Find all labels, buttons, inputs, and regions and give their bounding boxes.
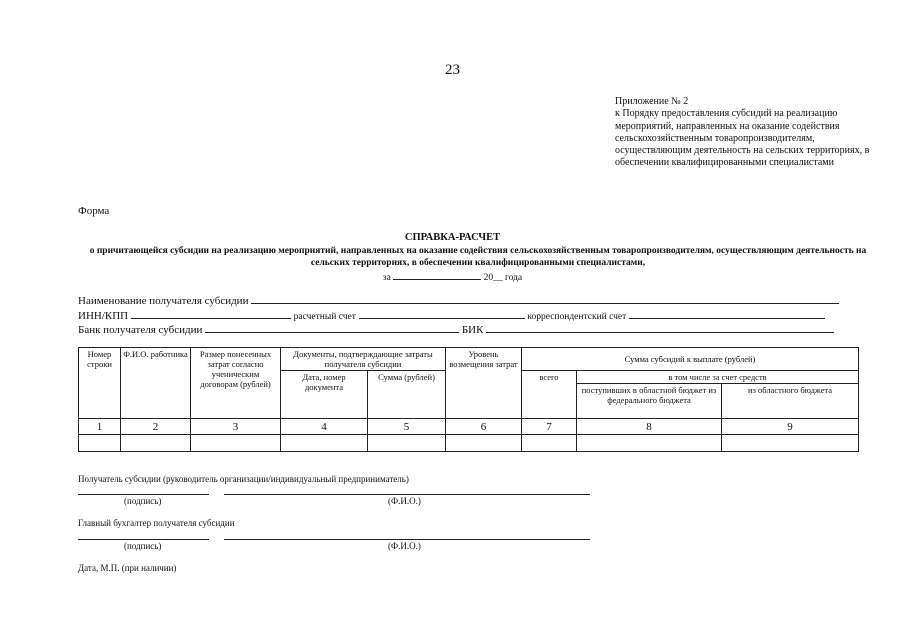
column-number: 1 [79, 419, 121, 435]
account-field[interactable] [359, 309, 525, 319]
column-number: 7 [522, 419, 577, 435]
page-number: 23 [445, 62, 460, 78]
recipient-signature-caption: (подпись) [124, 496, 162, 506]
appendix-block [615, 96, 875, 170]
bik-field[interactable] [486, 323, 834, 333]
recipient-name-caption: (Ф.И.О.) [388, 496, 421, 506]
table-cell[interactable] [577, 435, 722, 452]
document-title: СПРАВКА-РАСЧЕТ [404, 232, 501, 243]
table-row [79, 435, 859, 452]
table-cell[interactable] [121, 435, 191, 452]
inn-kpp-field[interactable] [131, 309, 291, 319]
document-subtitle: о причитающейся субсидии на реализацию мероприятий, направленных на оказание содействия сельскохозяйственным товаропроизводителям, осуществляющим деятельность на сельских территориях, в обеспечении квалифицированными специалистами, [89, 246, 867, 268]
column-number: 4 [281, 419, 368, 435]
bank-field[interactable] [205, 323, 459, 333]
column-numbers-row [79, 419, 859, 435]
table-cell[interactable] [722, 435, 859, 452]
table-cell[interactable] [522, 435, 577, 452]
appendix-title: Приложение № 2 [615, 96, 689, 107]
recipient-signature-label: Получатель субсидии (руководитель организации/индивидуальный предприниматель) [78, 474, 409, 484]
column-number: 6 [446, 419, 522, 435]
column-number: 5 [368, 419, 446, 435]
date-stamp-label: Дата, М.П. (при наличии) [78, 563, 177, 573]
table-cell[interactable] [79, 435, 121, 452]
accountant-name-caption: (Ф.И.О.) [388, 541, 421, 551]
inn-line [78, 309, 825, 322]
header-expense: Размер понесенных затрат согласно ученическим договорам (рублей) [191, 348, 281, 419]
subsidy-table [78, 347, 859, 452]
table-cell[interactable] [191, 435, 281, 452]
header-including: в том числе за счет средств [577, 371, 859, 384]
header-regional: из областного бюджета [722, 384, 859, 419]
corr-account-field[interactable] [629, 309, 825, 319]
header-subsidy-sum: Сумма субсидий к выплате (рублей) [522, 348, 859, 371]
recipient-name-line-sign[interactable] [224, 494, 590, 495]
accountant-signature-line[interactable] [78, 539, 209, 540]
accountant-signature-label: Главный бухгалтер получателя субсидии [78, 518, 235, 528]
period-year: 20__ года [483, 273, 523, 283]
table-cell[interactable] [281, 435, 368, 452]
bank-label: Банк получателя субсидии [78, 324, 203, 336]
recipient-name-field[interactable] [251, 294, 839, 304]
bik-label: БИК [461, 324, 484, 336]
bank-line [78, 323, 834, 336]
recipient-signature-line[interactable] [78, 494, 209, 495]
account-label: расчетный счет [293, 312, 356, 322]
period-blank[interactable] [393, 270, 481, 280]
header-federal: поступивших в областной бюджет из федерального бюджета [577, 384, 722, 419]
recipient-name-line [78, 294, 839, 307]
header-row-number: Номер строки [79, 348, 121, 419]
appendix-text: к Порядку предоставления субсидий на реализацию мероприятий, направленных на оказание содействия сельскохозяйственным товаропроизводителям, осуществляющим деятельность на сельских территориях, в обеспечении квалифицированными специалистами [615, 108, 870, 169]
header-reimbursement: Уровень возмещения затрат [446, 348, 522, 419]
column-number: 9 [722, 419, 859, 435]
table-cell[interactable] [446, 435, 522, 452]
recipient-name-label: Наименование получателя субсидии [78, 295, 249, 307]
period-prefix: за [382, 273, 391, 283]
header-documents: Документы, подтверждающие затраты получателя субсидии [281, 348, 446, 371]
header-worker-name: Ф.И.О. работника [121, 348, 191, 419]
table-cell[interactable] [368, 435, 446, 452]
column-number: 2 [121, 419, 191, 435]
header-total: всего [522, 371, 577, 419]
form-label: Форма [78, 205, 110, 217]
accountant-signature-caption: (подпись) [124, 541, 162, 551]
column-number: 3 [191, 419, 281, 435]
header-doc-date: Дата, номер документа [281, 371, 368, 419]
column-number: 8 [577, 419, 722, 435]
header-doc-sum: Сумма (рублей) [368, 371, 446, 419]
accountant-name-line[interactable] [224, 539, 590, 540]
period-line [0, 270, 905, 283]
corr-account-label: корреспондентский счет [527, 312, 627, 322]
inn-kpp-label: ИНН/КПП [78, 310, 129, 322]
